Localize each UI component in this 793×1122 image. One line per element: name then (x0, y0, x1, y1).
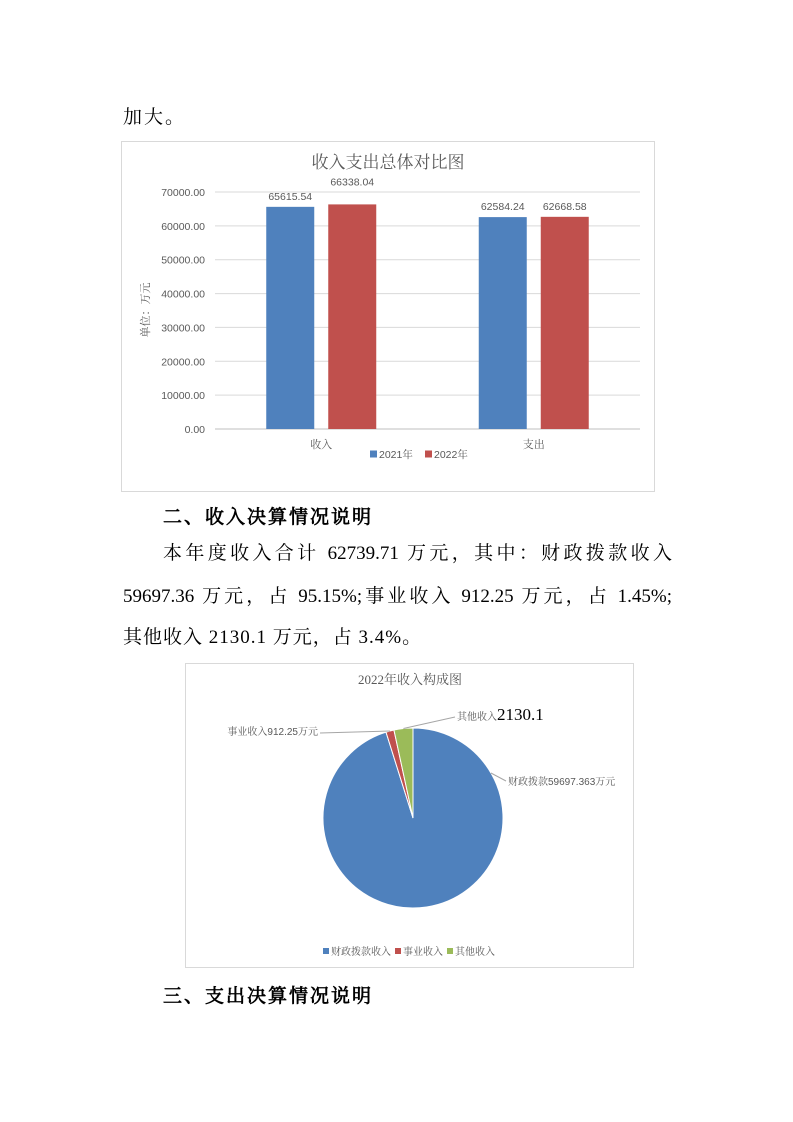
legend-swatch (323, 948, 329, 954)
x-category-label: 收入 (310, 439, 333, 451)
legend-label: 其他收入 (455, 947, 495, 958)
y-tick-label: 0.00 (184, 424, 205, 436)
pie-data-label: 财政拨款59697.363万元 (508, 777, 616, 788)
bar-data-label: 62668.58 (542, 200, 587, 213)
bar-chart-svg (122, 142, 654, 491)
section2-paragraph-line-1: 本年度收入合计 62739.71 万元，其中：财政拨款收入 (163, 543, 672, 564)
y-tick-label: 50000.00 (161, 254, 205, 267)
bar (328, 204, 376, 429)
legend-swatch (425, 451, 432, 458)
bar (479, 217, 527, 429)
pie-data-label-name: 其他收入 (457, 712, 497, 723)
income-composition-pie-chart (185, 663, 634, 968)
y-tick-label: 70000.00 (161, 187, 205, 199)
y-axis-title: 单位：万元 (140, 282, 152, 338)
x-category-label: 支出 (522, 439, 545, 451)
leader-line (403, 717, 455, 729)
chart-title: 2022年收入构成图 (357, 672, 463, 687)
intro-text: 加大。 (123, 107, 187, 128)
bar-data-label: 62584.24 (480, 201, 525, 214)
section2-paragraph-line-3: 其他收入 2130.1 万元，占 3.4%。 (123, 627, 423, 648)
chart-title: 收入支出总体对比图 (311, 153, 465, 172)
bar-data-label: 65615.54 (268, 190, 313, 203)
pie-data-label: 事业收入912.25万元 (227, 727, 318, 738)
legend-label: 财政拨款收入 (331, 947, 391, 958)
legend-label: 事业收入 (403, 947, 443, 958)
legend-swatch (395, 948, 401, 954)
legend-label: 2021年 (379, 449, 413, 461)
pie-data-label-value: 2130.1 (497, 705, 544, 724)
y-tick-label: 10000.00 (161, 390, 205, 403)
section3-heading: 三、支出决算情况说明 (163, 986, 374, 1007)
legend-swatch (447, 948, 453, 954)
y-tick-label: 60000.00 (161, 220, 205, 233)
pie-chart-svg (186, 664, 633, 967)
legend-swatch (370, 451, 377, 458)
section2-heading: 二、收入决算情况说明 (163, 507, 374, 528)
section2-paragraph-line-2: 59697.36 万元，占 95.15%;事业收入 912.25 万元，占 1.45%; (123, 586, 672, 607)
y-tick-label: 30000.00 (161, 322, 205, 335)
y-tick-label: 40000.00 (161, 288, 205, 301)
bar (266, 207, 314, 429)
income-expense-bar-chart (121, 141, 655, 492)
bar-data-label: 66338.04 (330, 176, 375, 189)
bar (541, 217, 589, 429)
leader-line (320, 731, 390, 733)
y-tick-label: 20000.00 (161, 356, 205, 369)
pie-data-label (457, 705, 544, 724)
legend-label: 2022年 (434, 449, 468, 461)
